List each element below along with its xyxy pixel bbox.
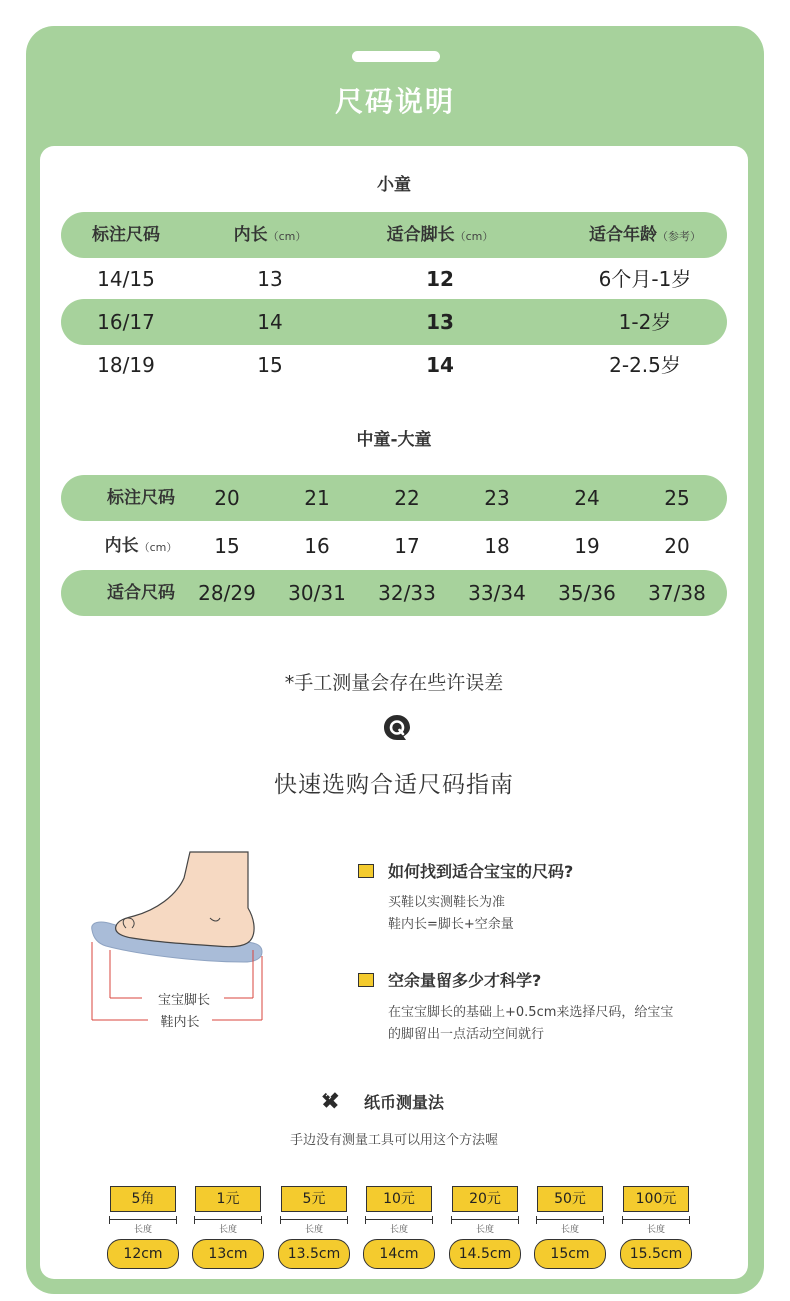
banknote-length: 15.5cm (620, 1239, 692, 1269)
banknote-name: 1元 (195, 1186, 261, 1212)
length-bracket (280, 1219, 348, 1220)
cell-age: 2-2.5岁 (609, 353, 681, 377)
foot-length-label: 宝宝脚长 (157, 993, 210, 1008)
yellow-square-icon (358, 864, 374, 878)
big-row-label: 适合尺码 (107, 583, 175, 603)
banknote-name: 5元 (281, 1186, 347, 1212)
banknote-name: 50元 (537, 1186, 603, 1212)
qa-answer-line: 的脚留出一点活动空间就行 (388, 1027, 545, 1042)
banknote-length: 13.5cm (278, 1239, 350, 1269)
qa-answer-line: 鞋内长=脚长+空余量 (388, 917, 514, 932)
page-title: 尺码说明 (334, 85, 455, 118)
cell-foot: 14 (426, 353, 454, 377)
small-header-inner: 内长（cm） (233, 225, 307, 245)
small-section-title: 小童 (377, 175, 411, 195)
cell-value: 19 (574, 534, 600, 558)
cell-value: 23 (484, 486, 510, 510)
content-card (40, 146, 748, 1279)
length-bracket (365, 1219, 433, 1220)
cell-size: 18/19 (97, 353, 155, 377)
coin-item (359, 1186, 439, 1271)
length-bracket (109, 1219, 177, 1220)
coin-item (445, 1186, 525, 1271)
length-label: 长度 (389, 1225, 408, 1235)
banknote-name: 20元 (452, 1186, 518, 1212)
cell-value: 20 (214, 486, 240, 510)
qa-answer-line: 买鞋以实测鞋长为准 (388, 895, 506, 910)
cell-value: 20 (664, 534, 690, 558)
length-label: 长度 (304, 1225, 323, 1235)
cell-value: 25 (664, 486, 690, 510)
foot-illustration (86, 838, 286, 1028)
small-header-size: 标注尺码 (92, 225, 160, 245)
top-handle-bar (352, 51, 440, 62)
big-section-title: 中童-大童 (356, 430, 432, 450)
coin-method-title: 纸币测量法 (363, 1093, 444, 1112)
cell-value: 18 (484, 534, 510, 558)
length-bracket (622, 1219, 690, 1220)
coin-item (274, 1186, 354, 1271)
cell-value: 33/34 (468, 581, 526, 605)
q-bubble-icon (382, 713, 412, 743)
cell-age: 1-2岁 (618, 310, 672, 334)
yellow-square-icon (358, 973, 374, 987)
coin-item (616, 1186, 696, 1271)
small-header-foot: 适合脚长（cm） (386, 225, 494, 245)
cell-value: 32/33 (378, 581, 436, 605)
qa-question: 空余量留多少才科学? (388, 971, 542, 990)
banknote-name: 10元 (366, 1186, 432, 1212)
banknote-length: 14.5cm (449, 1239, 521, 1269)
coin-method-subtitle: 手边没有测量工具可以用这个方法喔 (289, 1133, 498, 1148)
cell-size: 16/17 (97, 310, 155, 334)
cell-foot: 13 (426, 310, 454, 334)
cell-inner: 14 (257, 310, 283, 334)
cell-inner: 15 (257, 353, 283, 377)
banknote-length: 15cm (534, 1239, 606, 1269)
coin-item (103, 1186, 183, 1271)
small-header-age: 适合年龄（参考） (589, 225, 701, 245)
length-label: 长度 (560, 1225, 579, 1235)
length-label: 长度 (133, 1225, 152, 1235)
cell-value: 21 (304, 486, 330, 510)
banknote-length: 14cm (363, 1239, 435, 1269)
qa-answer-line: 在宝宝脚长的基础上+0.5cm来选择尺码，给宝宝 (388, 1005, 674, 1020)
qa-question: 如何找到适合宝宝的尺码? (388, 862, 574, 881)
cell-age: 6个月-1岁 (598, 267, 692, 291)
cell-value: 28/29 (198, 581, 256, 605)
cell-value: 30/31 (288, 581, 346, 605)
cell-value: 35/36 (558, 581, 616, 605)
length-bracket (536, 1219, 604, 1220)
coin-item (188, 1186, 268, 1271)
cell-value: 15 (214, 534, 240, 558)
length-bracket (451, 1219, 519, 1220)
big-row-label: 内长（cm） (104, 536, 178, 556)
banknote-length: 13cm (192, 1239, 264, 1269)
cell-value: 17 (394, 534, 420, 558)
cell-foot: 12 (426, 267, 454, 291)
big-row-label: 标注尺码 (107, 488, 175, 508)
shoe-length-label: 鞋内长 (160, 1015, 200, 1030)
length-label: 长度 (218, 1225, 237, 1235)
length-bracket (194, 1219, 262, 1220)
cell-value: 22 (394, 486, 420, 510)
coin-item (530, 1186, 610, 1271)
guide-title: 快速选购合适尺码指南 (274, 772, 514, 798)
banknote-length: 12cm (107, 1239, 179, 1269)
size-guide-panel (26, 26, 764, 1294)
cell-inner: 13 (257, 267, 283, 291)
cell-value: 16 (304, 534, 330, 558)
banknote-name: 100元 (623, 1186, 689, 1212)
length-label: 长度 (475, 1225, 494, 1235)
cell-value: 24 (574, 486, 600, 510)
measurement-note: *手工测量会存在些许误差 (284, 672, 504, 694)
banknote-name: 5角 (110, 1186, 176, 1212)
length-label: 长度 (646, 1225, 665, 1235)
cell-value: 37/38 (648, 581, 706, 605)
cell-size: 14/15 (97, 267, 155, 291)
